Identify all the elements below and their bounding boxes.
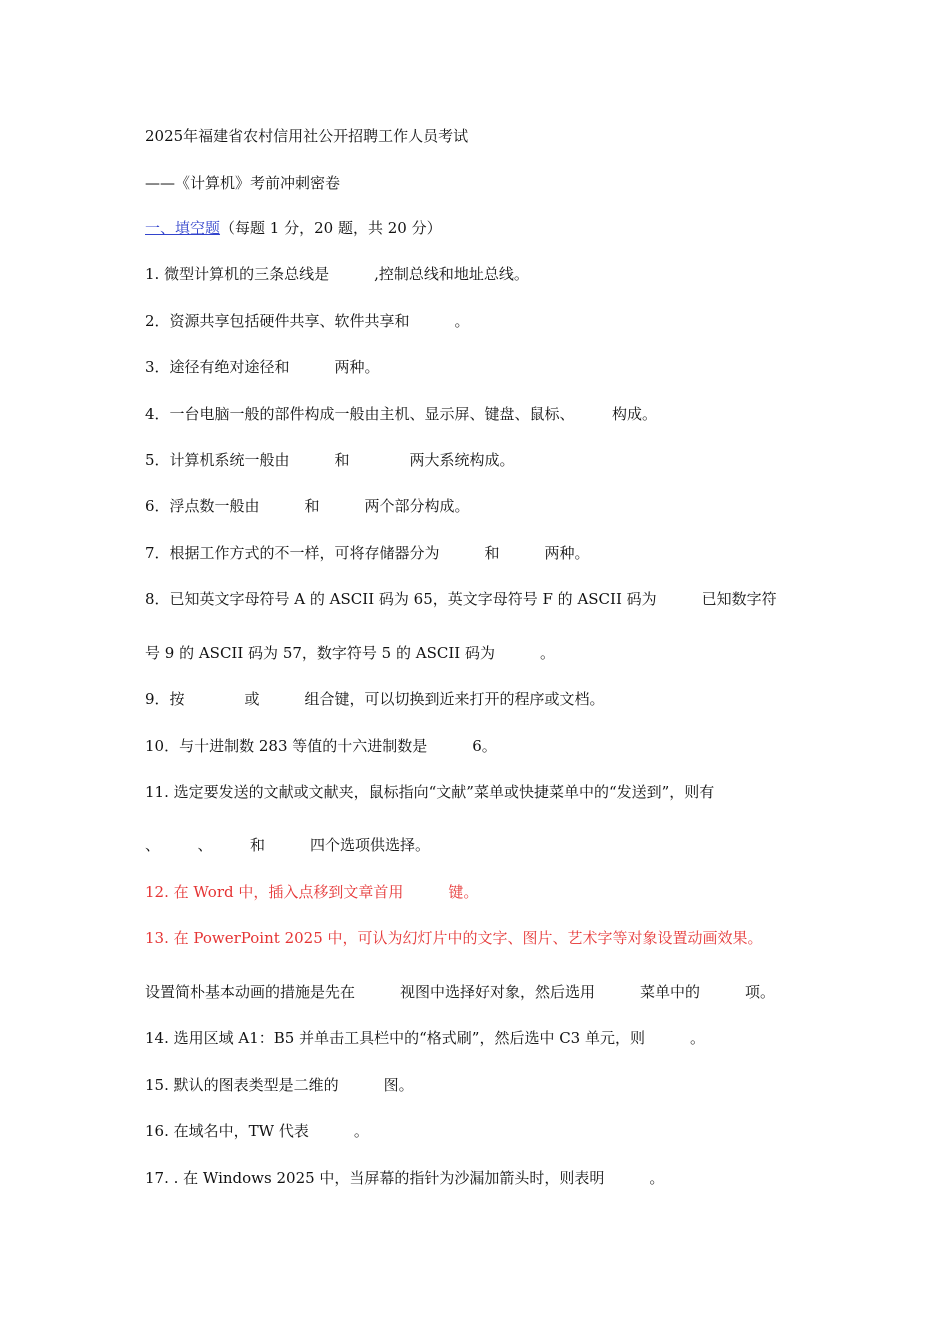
question-11-line-1: 11. 选定要发送的文献或文献夹，鼠标指向“文献”菜单或快捷菜单中的“发送到”，则有	[145, 783, 715, 801]
question-8-line-1: 8．已知英文字母符号 A 的 ASCII 码为 65，英文字母符号 F 的 ASCII 码为 已知数字符	[145, 590, 777, 608]
section-note: （每题 1 分，20 题，共 20 分）	[220, 219, 442, 237]
question-6: 6．浮点数一般由 和 两个部分构成。	[145, 497, 470, 515]
question-13-line-2: 设置简朴基本动画的措施是先在 视图中选择好对象，然后选用 菜单中的 项。	[145, 983, 776, 1001]
question-11-line-2: 、 、 和 四个选项供选择。	[145, 836, 431, 854]
question-10: 10．与十进制数 283 等值的十六进制数是 6。	[145, 737, 497, 755]
question-16: 16. 在域名中，TW 代表 。	[145, 1122, 369, 1140]
section-heading	[145, 218, 442, 238]
question-13-line-1: 13. 在 PowerPoint 2025 中，可认为幻灯片中的文字、图片、艺术字等对象设置动画效果。	[145, 929, 763, 947]
question-14: 14. 选用区域 A1：B5 并单击工具栏中的“格式刷”，然后选中 C3 单元，则 。	[145, 1029, 705, 1047]
question-8-line-2: 号 9 的 ASCII 码为 57，数字符号 5 的 ASCII 码为 。	[145, 644, 555, 662]
section-heading-link[interactable]: 一、填空题	[145, 219, 221, 237]
question-9: 9．按 或 组合键，可以切换到近来打开的程序或文档。	[145, 690, 605, 708]
question-12: 12. 在 Word 中，插入点移到文章首用 键。	[145, 883, 479, 901]
question-5: 5．计算机系统一般由 和 两大系统构成。	[145, 451, 515, 469]
question-1: 1. 微型计算机的三条总线是 ,控制总线和地址总线。	[145, 265, 529, 283]
question-7: 7．根据工作方式的不一样，可将存储器分为 和 两种。	[145, 544, 590, 562]
question-2: 2．资源共享包括硬件共享、软件共享和 。	[145, 312, 470, 330]
question-15: 15. 默认的图表类型是二维的 图。	[145, 1076, 414, 1094]
question-17: 17. . 在 Windows 2025 中，当屏幕的指针为沙漏加箭头时，则表明 。	[145, 1169, 665, 1187]
document-subtitle: ——《计算机》考前冲刺密卷	[145, 174, 341, 192]
question-4: 4．一台电脑一般的部件构成一般由主机、显示屏、键盘、鼠标、 构成。	[145, 405, 658, 423]
question-3: 3．途径有绝对途径和 两种。	[145, 358, 380, 376]
document-title: 2025年福建省农村信用社公开招聘工作人员考试	[145, 127, 469, 145]
